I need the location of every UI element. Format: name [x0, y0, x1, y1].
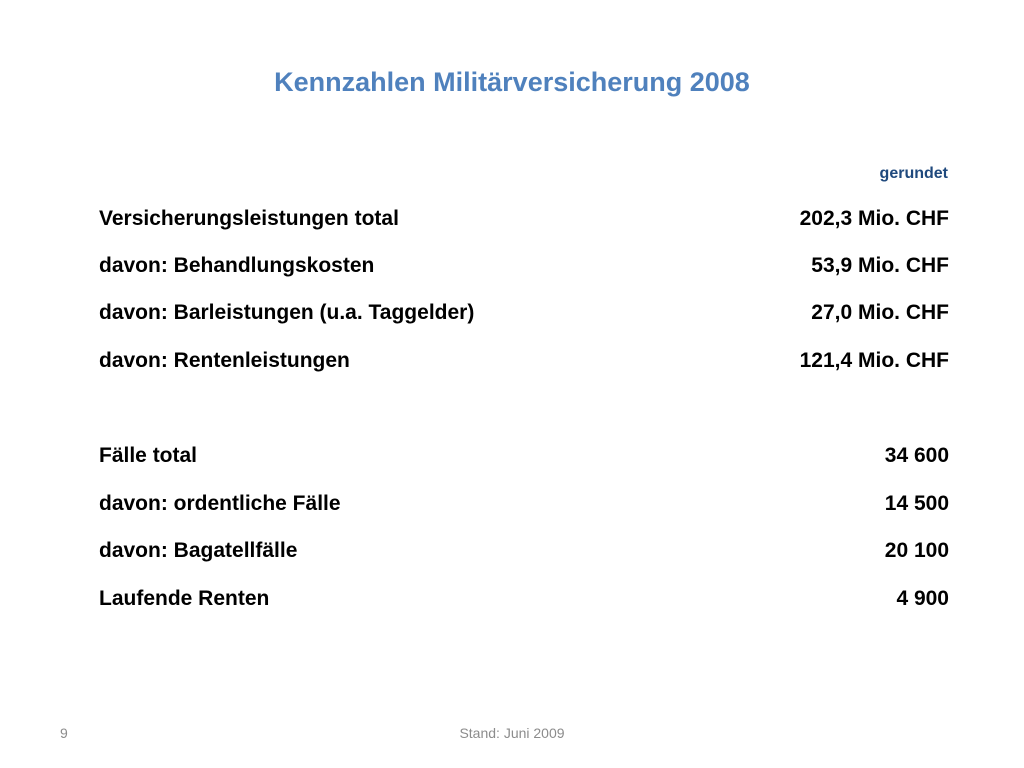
table-row: [99, 439, 949, 473]
row-value: 121,4 Mio. CHF: [799, 349, 949, 372]
row-value: 4 900: [896, 587, 949, 610]
table-row: [99, 249, 949, 283]
slide-title: Kennzahlen Militärversicherung 2008: [274, 67, 750, 97]
table-row: [99, 344, 949, 378]
row-label: davon: Rentenleistungen: [99, 349, 350, 372]
row-value: 27,0 Mio. CHF: [811, 301, 949, 324]
rounded-note: gerundet: [879, 165, 948, 182]
footer-stand: Stand: Juni 2009: [459, 725, 565, 741]
table-row: [99, 534, 949, 568]
row-label: Laufende Renten: [99, 587, 270, 610]
table-row: [99, 582, 949, 616]
row-value: 202,3 Mio. CHF: [799, 207, 949, 230]
row-value: 34 600: [884, 444, 949, 467]
table-row: [99, 487, 949, 521]
row-label: davon: Barleistungen (u.a. Taggelder): [99, 301, 475, 324]
row-label: davon: Behandlungskosten: [99, 254, 375, 277]
row-label: Fälle total: [99, 444, 198, 467]
row-value: 14 500: [884, 492, 949, 515]
table-row: [99, 296, 949, 330]
row-label: davon: ordentliche Fälle: [99, 492, 341, 515]
row-label: davon: Bagatellfälle: [99, 539, 298, 562]
row-value: 53,9 Mio. CHF: [811, 254, 949, 277]
row-value: 20 100: [884, 539, 949, 562]
row-label: Versicherungsleistungen total: [99, 207, 399, 230]
page-number: 9: [60, 725, 68, 741]
table-row: [99, 202, 949, 236]
